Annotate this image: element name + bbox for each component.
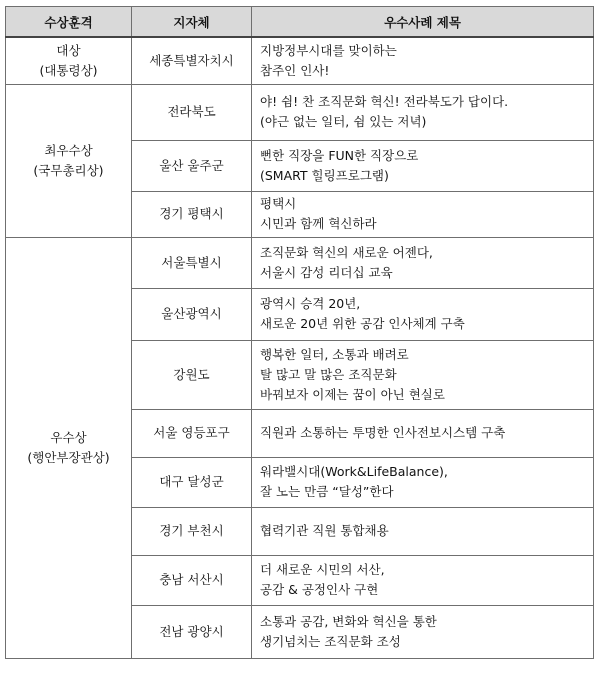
region-cell: 세종특별자치시: [132, 37, 252, 84]
title-line: 공감 & 공정인사 구현: [260, 582, 379, 597]
award-sub: (행안부장관상): [27, 449, 110, 465]
awards-table: [5, 6, 594, 659]
title-line: 야! 쉼! 찬 조직문화 혁신! 전라북도가 답이다.: [260, 94, 509, 109]
title-cell: [252, 507, 594, 555]
region-cell: 경기 부천시: [132, 507, 252, 555]
region-cell: 울산광역시: [132, 288, 252, 340]
region-cell: 경기 평택시: [132, 191, 252, 237]
title-line: 탈 많고 말 많은 조직문화: [260, 366, 397, 382]
region-cell: 전남 광양시: [132, 605, 252, 658]
title-line: 서울시 감성 리더십 교육: [260, 264, 393, 280]
title-line: (야근 없는 일터, 쉼 있는 저녁): [260, 114, 427, 129]
table-row: [6, 237, 594, 288]
title-line: 워라밸시대(Work&LifeBalance),: [260, 464, 448, 479]
region-cell: 울산 울주군: [132, 140, 252, 191]
title-cell: [252, 288, 594, 340]
title-line: 소통과 공감, 변화와 혁신을 통한: [260, 613, 437, 629]
title-line: 평택시: [260, 196, 297, 211]
title-line: 행복한 일터, 소통과 배려로: [260, 346, 409, 362]
region-cell: 서울특별시: [132, 237, 252, 288]
region-cell: 전라북도: [132, 84, 252, 140]
table-row: [6, 84, 594, 140]
header-title: 우수사례 제목: [252, 7, 594, 38]
title-cell: [252, 605, 594, 658]
title-cell: [252, 84, 594, 140]
title-line: 참주인 인사!: [260, 62, 330, 78]
title-cell: [252, 37, 594, 84]
title-cell: [252, 340, 594, 409]
award-name: 최우수상: [44, 142, 93, 158]
title-cell: [252, 555, 594, 605]
title-line: 지방정부시대를 맞이하는: [260, 42, 397, 58]
title-cell: [252, 140, 594, 191]
title-line: 잘 노는 만큼 “달성”한다: [260, 484, 394, 499]
table-body: [6, 37, 594, 658]
award-cell: [6, 237, 132, 658]
title-line: 직원과 소통하는 투명한 인사전보시스템 구축: [260, 425, 506, 440]
region-cell: 대구 달성군: [132, 457, 252, 507]
title-line: 더 새로운 시민의 서산,: [260, 562, 385, 577]
title-cell: [252, 409, 594, 457]
table-row: [6, 37, 594, 84]
award-cell: [6, 37, 132, 84]
title-line: 뻔한 직장을 FUN한 직장으로: [260, 147, 419, 163]
region-cell: 충남 서산시: [132, 555, 252, 605]
region-cell: 서울 영등포구: [132, 409, 252, 457]
title-cell: [252, 191, 594, 237]
title-line: 광역시 승격 20년,: [260, 296, 361, 311]
header-award: 수상훈격: [6, 7, 132, 38]
header-region: 지자체: [132, 7, 252, 38]
title-line: 시민과 함께 혁신하라: [260, 216, 377, 231]
title-line: 생기넘치는 조직문화 조성: [260, 633, 401, 649]
award-name: 대상: [56, 42, 81, 58]
table-header: [6, 7, 594, 38]
title-line: 협력기관 직원 통합채용: [260, 523, 389, 538]
award-cell: [6, 84, 132, 237]
title-cell: [252, 237, 594, 288]
award-sub: (대통령상): [39, 62, 98, 78]
header-row: [6, 7, 594, 38]
title-line: (SMART 힐링프로그램): [260, 167, 389, 183]
title-line: 새로운 20년 위한 공감 인사체계 구축: [260, 316, 465, 331]
title-line: 바꿔보자 이제는 꿈이 아닌 현실로: [260, 386, 445, 402]
region-cell: 강원도: [132, 340, 252, 409]
title-cell: [252, 457, 594, 507]
award-sub: (국무총리상): [33, 162, 104, 178]
title-line: 조직문화 혁신의 새로운 어젠다,: [260, 244, 433, 260]
award-name: 우수상: [50, 429, 87, 445]
